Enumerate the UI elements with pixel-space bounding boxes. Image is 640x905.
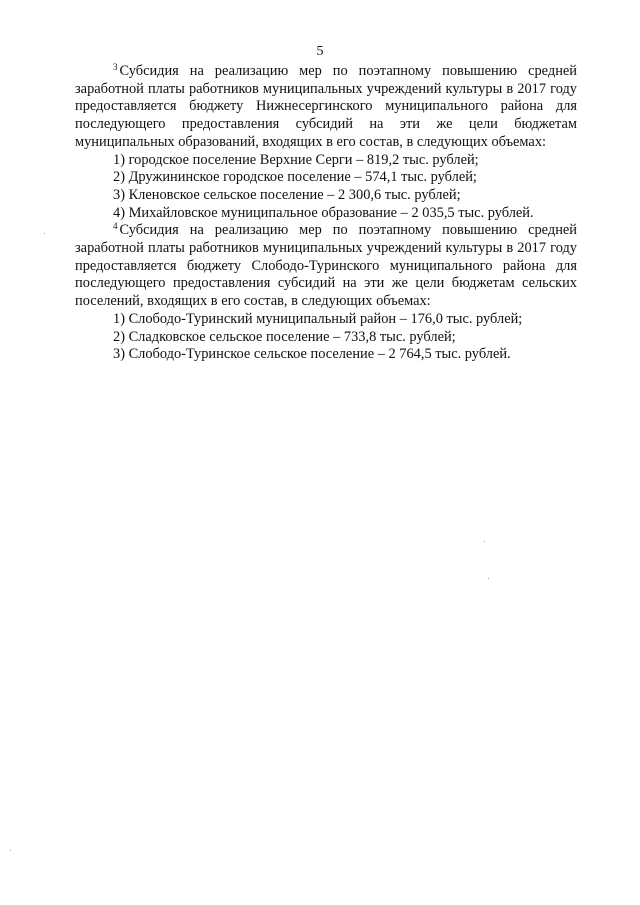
scan-speck <box>44 233 45 234</box>
footnote-paragraph <box>75 63 577 152</box>
list-item: 1) городское поселение Верхние Серги – 819,2 тыс. рублей; <box>113 151 479 168</box>
scan-speck <box>484 541 485 542</box>
scan-speck <box>488 578 489 579</box>
scan-speck <box>10 850 11 851</box>
list-item: 4) Михайловское муниципальное образование – 2 035,5 тыс. рублей. <box>113 204 534 221</box>
list-item: 3) Слободо-Туринское сельское поселение – 2 764,5 тыс. рублей. <box>113 346 511 363</box>
document-body <box>75 63 577 364</box>
footnote-paragraph <box>75 222 577 311</box>
list-item: 3) Кленовское сельское поселение – 2 300,6 тыс. рублей; <box>113 186 461 203</box>
list-item: 2) Сладковское сельское поселение – 733,8 тыс. рублей; <box>113 328 456 345</box>
footnote-text: Субсидия на реализацию мер по поэтапному повышению средней заработной платы работников муниципальных учреждений культуры в 2017 году предоставляется бюджету Слободо-Туринского муниципального района для последующего предоставления субсидий на эти же цели бюджетам сельских поселений, входящих в его состав, в следующих объемах: <box>75 222 577 310</box>
footnote-4 <box>75 222 577 364</box>
footnote-3 <box>75 63 577 222</box>
list-item: 1) Слободо-Туринский муниципальный район – 176,0 тыс. рублей; <box>113 310 523 327</box>
list-item: 2) Дружининское городское поселение – 574,1 тыс. рублей; <box>113 169 477 186</box>
footnote-marker: 4 <box>113 221 118 232</box>
page-number: 5 <box>316 44 324 59</box>
footnote-text: Субсидия на реализацию мер по поэтапному повышению средней заработной платы работников муниципальных учреждений культуры в 2017 году предоставляется бюджету Нижнесергинского муниципального района для последующего предоставления субсидий на эти же цели бюджетам муниципальных образований, входящих в его состав, в следующих объемах: <box>75 63 577 150</box>
footnote-marker: 3 <box>113 62 118 72</box>
